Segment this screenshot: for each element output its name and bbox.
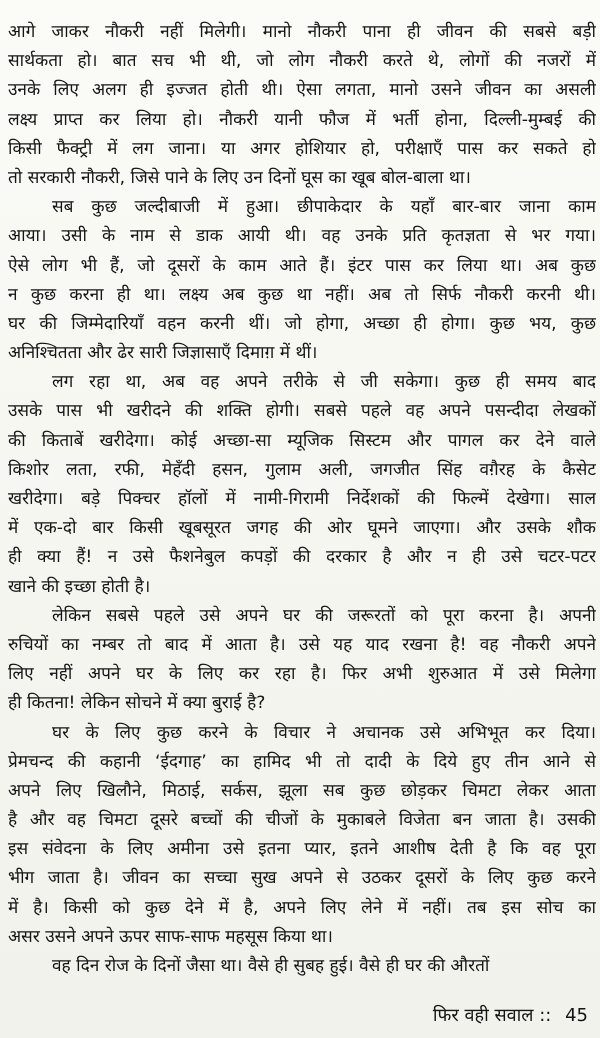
text-line: किसी फैक्ट्री में लग जाना। या अगर होशियार हो, परीक्षाएँ पास कर सकते हो [8, 138, 596, 159]
text-line: आगे जाकर नौकरी नहीं मिलेगी। मानो नौकरी पाना ही जीवन की सबसे बड़ी [8, 22, 596, 42]
page-number: 45 [565, 1005, 588, 1026]
text-line: भीग जाता है। जीवन का सच्चा सुख अपने से उठकर दूसरों के लिए कुछ करने [8, 868, 596, 889]
text-line: घर के लिए कुछ करने के विचार ने अचानक उसे अभिभूत कर दिया। [52, 722, 596, 743]
text-line: असर उसने अपने ऊपर साफ-साफ महसूस किया था। [8, 926, 333, 947]
text-line: ऐसे लोग भी हैं, जो दूसरों के काम आते हैं। इंटर पास कर लिया था। अब कुछ [8, 255, 596, 276]
text-line: में एक-दो बार किसी खूबसूरत जगह की ओर घूमने जाएगा। और उसके शौक [8, 518, 596, 539]
text-line: में है। किसी को कुछ देने में है, अपने लिए लेने में नहीं। तब इस सोच का [8, 897, 596, 918]
text-line: तो सरकारी नौकरी, जिसे पाने के लिए उन दिनों घूस का खूब बोल-बाला था। [8, 167, 471, 188]
text-line: सार्थकता हो। बात सच भी थी, जो लोग नौकरी करते थे, लोगों की नजरों में [8, 51, 596, 72]
text-line: खरीदेगा। बड़े पिक्चर हॉलों में नामी-गिरामी निर्देशकों की फिल्में देखेगा। साल [8, 489, 596, 509]
text-line: आया। उसी के नाम से डाक आयी थी। वह उनके प्रति कृतज्ञता से भर गया। [8, 226, 596, 247]
running-title: फिर वही सवाल :: [432, 1005, 552, 1026]
text-line: लेकिन सबसे पहले उसे अपने घर की जरूरतों को पूरा करना है। अपनी [52, 605, 596, 626]
text-line: प्रेमचन्द की कहानी ‘ईदगाह’ का हामिद भी तो दादी के दिये हुए तीन आने से [8, 751, 596, 772]
text-line: है और वह चिमटा दूसरे बच्चों की चीजों के मुकाबले विजेता बन जाता है। उसकी [8, 810, 596, 831]
text-line: की किताबें खरीदेगा। कोई अच्छा-सा म्यूजिक सिस्टम और पागल कर देने वाले [8, 430, 596, 451]
text-line: किशोर लता, रफी, मेहँदी हसन, गुलाम अली, जगजीत सिंह वग़ैरह के कैसेट [8, 459, 596, 480]
text-line: सब कुछ जल्दीबाजी में हुआ। छीपाकेदार के यहाँ बार-बार जाना काम [52, 197, 596, 218]
text-line: लग रहा था, अब वह अपने तरीके से जी सकेगा। कुछ ही समय बाद [52, 372, 596, 393]
page-body-text [8, 18, 596, 981]
text-line: लिए नहीं अपने घर के लिए कर रहा है। फिर अभी शुरुआत में उसे मिलेगा [8, 664, 596, 685]
text-line: ही क्या हैं! न उसे फैशनेबुल कपड़ों की दरकार है और न ही उसे चटर-पटर [8, 547, 596, 568]
text-line: उनके लिए अलग ही इज्जत होती थी। ऐसा लगता, मानो उसने जीवन का असली [8, 80, 596, 101]
text-line: अपने लिए खिलौने, मिठाई, सर्कस, झूला सब कुछ छोड़कर चिमटा लेकर आता [8, 780, 596, 801]
page-footer [433, 1004, 588, 1028]
text-line: रुचियों का नम्बर तो बाद में आता है। उसे यह याद रखना है! वह नौकरी अपने [8, 634, 596, 655]
text-line: ही कितना! लेकिन सोचने में क्या बुराई है? [8, 693, 266, 714]
text-line: लक्ष्य प्राप्त कर लिया हो। नौकरी यानी फौज में भर्ती होना, दिल्ली-मुम्बई की [8, 109, 596, 130]
text-line: इस संवेदना के लिए अमीना उसे इतना प्यार, इतने आशीष देती है कि वह पूरा [8, 839, 596, 860]
text-line: न कुछ करना ही था। लक्ष्य अब कुछ था नहीं। अब तो सिर्फ नौकरी करनी थी। [8, 284, 596, 305]
text-line: खाने की इच्छा होती है। [8, 576, 151, 597]
text-line: घर की जिम्मेदारियाँ वहन करनी थीं। जो होगा, अच्छा ही होगा। कुछ भय, कुछ [8, 313, 596, 334]
text-line: अनिश्चितता और ढेर सारी जिज्ञासाएँ दिमाग़ में थीं। [8, 343, 318, 364]
text-line: वह दिन रोज के दिनों जैसा था। वैसे ही सुबह हुई। वैसे ही घर की औरतों [52, 956, 490, 976]
text-line: उसके पास भी खरीदने की शक्ति होगी। सबसे पहले वह अपने पसन्दीदा लेखकों [8, 401, 596, 422]
